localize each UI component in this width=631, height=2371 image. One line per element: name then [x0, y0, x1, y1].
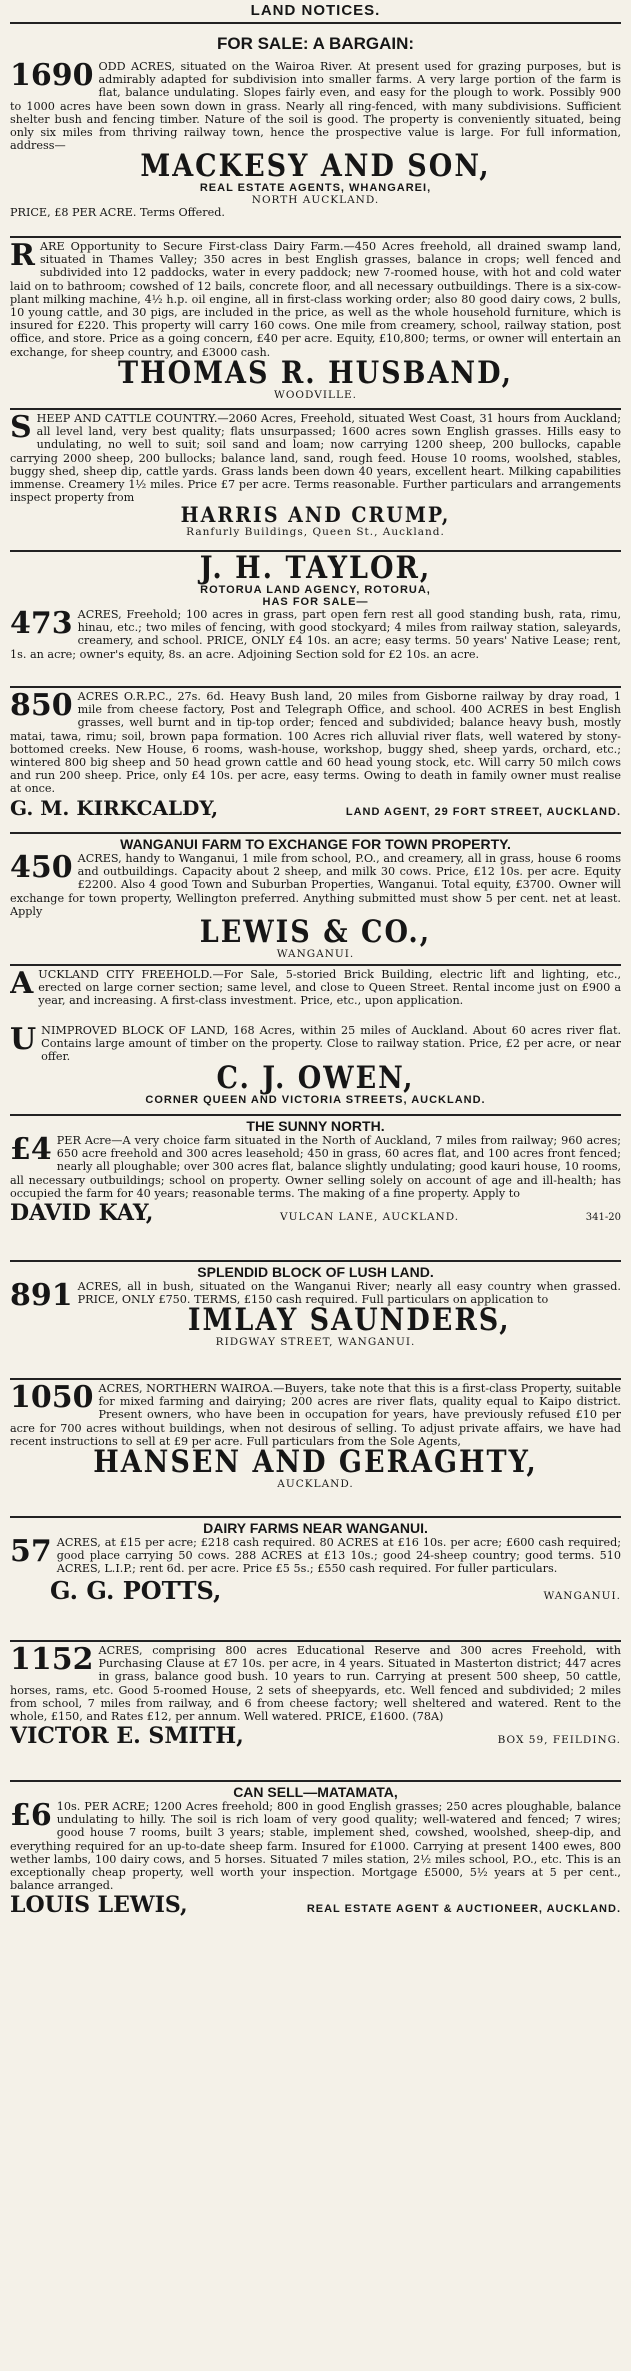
agent-name: THOMAS R. HUSBAND, — [118, 355, 513, 392]
ad-matamata — [10, 1784, 621, 1944]
agent-name: LOUIS LEWIS, — [10, 1892, 188, 1919]
ad-wairoa — [10, 26, 621, 234]
agent-address: RIDGWAY STREET, WANGANUI. — [215, 1336, 416, 1349]
agent-name: HANSEN AND GERAGHTY, — [93, 1444, 538, 1481]
agent-name: G. M. KIRKCALDY, — [10, 795, 219, 820]
ad-lead: 850 — [10, 690, 73, 723]
ad-body: AUCKLAND CITY FREEHOLD.—For Sale, 5-storied Brick Building, electric lift and lighting, etc., erected on large corner section; same level, and close to Queen Street. Rental income just on £900 a year, and increasing. A first-class investment. Price, etc., upon application. — [10, 968, 621, 1008]
agent-location: WANGANUI. — [276, 948, 355, 961]
agent-name: J. H. TAYLOR, — [199, 554, 432, 587]
ad-body: £6 10s. PER ACRE; 1200 Acres freehold; 800 in good English grasses; 250 acres ploughable, balance undulating to hilly. The soil is rich loam of very good quality; well-watered and fenced; 7 wires; good house 7 rooms, built 3 years; stable, implement shed, cowshed, woolshed, sheep-dip, and everything required for an up-to-date sheep farm. Insured for £1000. Carrying at present 1400 ewes, 800 wether lambs, 100 dairy cows, and 5 horses. Situated 7 miles station, 2½ miles school, P.O., etc. This is an exceptionally cheap property, well worth your inspection. Mortgage £5000, 5½ years at 5 per cent., balance arranged. — [10, 1798, 621, 1893]
ad-heading: WANGANUI FARM TO EXCHANGE FOR TOWN PROPERTY. — [120, 836, 511, 852]
ad-gisborne — [10, 690, 621, 830]
ad-body: 891 ACRES, all in bush, situated on the Wanganui River; nearly all easy country when grassed. PRICE, ONLY £750. TERMS, £150 cash required. Full particulars on application to — [10, 1278, 621, 1313]
ad-body: 1152 ACRES, comprising 800 acres Educational Reserve and 300 acres Freehold, with Purchasing Clause at £7 10s. per acre, in 4 years. Situated in Masterton district; 447 acres in grass, balance good bush. 10 years to run. Carrying at present 500 sheep, 50 cattle, horses, rams, etc. Good 5-roomed House, 2 sets of sheepyards, etc. Well fenced and subdivided; 2 miles from school, 7 miles from railway, and 6 from cheese factory; well sheltered and watered. Rent to the whole, £150, and Rates £12, per annum. Well watered. PRICE, £1600. (78A) — [10, 1644, 621, 1724]
ad-rotorua — [10, 554, 621, 684]
ad-body: SHEEP AND CATTLE COUNTRY.—2060 Acres, Freehold, situated West Coast, 31 hours from Auckland; all level land, very best quality; flats unsurpassed; 1600 acres sown English grasses. Hills easy to undulating, no well to suit; soil sand and loam; now carrying 1200 sheep, 200 bullocks, capable carrying 2000 sheep, 200 bullocks; balance land, sand, rough feed. House 10 rooms, woolshed, stables, buggy shed, sheep dip, cattle yards. Grass lands been down 40 years, excellent heart. Milking capabilities immense. Creamery 1½ miles. Price £7 per acre. Terms reasonable. Further particulars and arrangements inspect property from — [10, 412, 621, 505]
agent-name: VICTOR E. SMITH, — [10, 1723, 244, 1750]
ad-lead: R — [10, 240, 35, 273]
agent-row — [10, 1200, 621, 1226]
agent-row — [10, 1892, 621, 1918]
ad-sheep-cattle — [10, 412, 621, 548]
agent-name: LEWIS & CO., — [199, 914, 432, 951]
ad-lead: 1152 — [10, 1644, 94, 1677]
agent-row — [10, 1723, 621, 1749]
agent-location: WOODVILLE. — [274, 388, 357, 401]
agent-name: G. G. POTTS, — [50, 1575, 222, 1605]
agent-address: REAL ESTATE AGENT & AUCTIONEER, AUCKLAND. — [306, 1903, 621, 1916]
ad-body: 1050 ACRES, NORTHERN WAIROA.—Buyers, take note that this is a first-class Property, suitable for mixed farming and dairying; 200 acres are river flats, quality equal to Kaipo district. Present owners, who have been in occupation for years, have previously refused £10 per acre for 700 acres without buildings, when not desirous of selling. To adjust private affairs, we have had recent instructions to sell at £9 per acre. Full particulars from the Sole Agents, — [10, 1382, 621, 1448]
ad-price: PRICE, £8 PER ACRE. Terms Offered. — [10, 206, 225, 220]
agent-address: CORNER QUEEN AND VICTORIA STREETS, AUCKLAND. — [145, 1093, 486, 1106]
newspaper-page — [10, 0, 621, 1944]
ad-northern-wairoa — [10, 1382, 621, 1514]
agent-name: MACKESY AND SON, — [140, 149, 491, 185]
ad-dairy-farm — [10, 240, 621, 406]
ad-heading: SPLENDID BLOCK OF LUSH LAND. — [197, 1264, 434, 1280]
ad-lead: S — [10, 412, 32, 445]
ad-body: 473 ACRES, Freehold; 100 acres in grass, part open fern rest all good standing bush, rata, rimu, hinau, etc.; two miles of fencing, with good stockyard; 4 miles from railway station, saleyards, creamery, and school. PRICE, ONLY £4 10s. an acre; easy terms. 50 years' Native Lease; rent, 1s. an acre; owner's equity, 8s. an acre. Adjoining Section sold for £2 10s. an acre. — [10, 606, 621, 661]
ad-lead: £6 — [10, 1798, 52, 1833]
ad-lead: 891 — [10, 1278, 73, 1313]
agent-address: BOX 59, FEILDING. — [497, 1734, 621, 1747]
agent-location: AUCKLAND. — [277, 1478, 354, 1491]
agent-name: DAVID KAY, — [10, 1200, 154, 1227]
ad-lead: A — [10, 968, 34, 1001]
ad-reference: (78A) — [412, 1710, 444, 1724]
agent-address: ROTORUA LAND AGENCY, ROTORUA, — [200, 584, 431, 596]
ad-body: 850 ACRES O.R.P.C., 27s. 6d. Heavy Bush land, 20 miles from Gisborne railway by dray road, 1 mile from cheese factory, Post and Telegraph Office, and school. 400 ACRES in best English grasses, well burnt and in tip-top order; fenced and subdivided; balance heavy bush, mostly matai, tawa, rimu; soil, brown papa formation. 100 Acres rich alluvial river flats, well watered by stony-bottomed creeks. New House, 6 rooms, wash-house, workshop, buggy shed, sheep yards, orchard, etc.; wintered 800 big sheep and 50 head grown cattle and 60 head young stock, etc. Will carry 50 milch cows and run 200 sheep. Price, only £4 10s. per acre, easy terms. Owing to death in family owner must realise at once. — [10, 690, 621, 796]
ad-lush-land — [10, 1264, 621, 1376]
ad-heading: THE SUNNY NORTH. — [246, 1118, 385, 1134]
ad-lead: 57 — [10, 1534, 52, 1569]
ad-heading: DAIRY FARMS NEAR WANGANUI. — [203, 1520, 428, 1536]
ad-body: UNIMPROVED BLOCK OF LAND, 168 Acres, within 25 miles of Auckland. About 60 acres river flat. Contains large amount of timber on the property. Close to railway station. Price, £2 per acre, or near offer. — [10, 1024, 621, 1064]
ad-wanganui-exchange — [10, 836, 621, 962]
agent-row — [10, 796, 621, 820]
ad-heading: HAS FOR SALE— — [262, 596, 369, 608]
agent-row — [10, 1576, 621, 1605]
ad-lead: U — [10, 1024, 37, 1057]
agent-address: LAND AGENT, 29 FORT STREET, AUCKLAND. — [345, 805, 621, 818]
ad-dairy-wanganui — [10, 1520, 621, 1638]
agent-name: HARRIS AND CRUMP, — [180, 502, 451, 529]
ad-reference: 341-20 — [585, 1212, 621, 1224]
ad-body: £4 PER Acre—A very choice farm situated in the North of Auckland, 7 miles from railway; 960 acres; 650 acre freehold and 300 acres leasehold; 450 in grass, 60 acres flat, and 100 acres front fenced; nearly all ploughable; over 300 acres flat, balance slightly undulating; good kauri house, 10 rooms, all necessary outbuildings; school on property. Owner selling solely on account of age and ill-health; has occupied the farm for 40 years; reasonable terms. The making of a fine property. Apply to — [10, 1132, 621, 1200]
ad-body: RARE Opportunity to Secure First-class Dairy Farm.—450 Acres freehold, all drained swamp land, situated in Thames Valley; 350 acres in best English grasses, balance in crops; well fenced and subdivided into 12 paddocks, water in every paddock; new 7-roomed house, with hot and cold water laid on to bathroom; cowshed of 12 bails, concrete floor, and all necessary outbuildings. There is a six-cow-plant milking machine, 4½ h.p. oil engine, all in first-class working order; also 80 good dairy cows, 2 bulls, 10 young cattle, and 30 pigs, are included in the price, as well as the whole household furniture, which is insured for £220. This property will carry 160 cows. One mile from creamery, school, railway station, post office, and store. Price as a going concern, £40 per acre. Equity, £10,800; terms, or owner will entertain an exchange, for sheep country, and £3000 cash. — [10, 240, 621, 359]
ad-auckland-freehold — [10, 968, 621, 1024]
ad-masterton — [10, 1644, 621, 1778]
ad-unimproved-block — [10, 1024, 621, 1112]
ad-lead: 1050 — [10, 1382, 94, 1415]
agent-name: IMLAY SAUNDERS, — [187, 1303, 511, 1339]
masthead-rule — [10, 22, 621, 24]
agent-location: WANGANUI. — [543, 1589, 621, 1602]
agent-address: REAL ESTATE AGENTS, WHANGAREI, — [199, 182, 432, 195]
ad-lead: £4 — [10, 1132, 52, 1167]
section-masthead: LAND NOTICES. — [250, 2, 381, 19]
ad-lead: 473 — [10, 606, 73, 641]
agent-name: C. J. OWEN, — [216, 1060, 415, 1096]
ad-sunny-north — [10, 1118, 621, 1258]
ad-body: 1690 ODD ACRES, situated on the Wairoa River. At present used for grazing purposes, but is admirably adapted for subdivision into smaller farms. A very large portion of the farm is flat, balance undulating. Slopes fairly even, and easy for the plough to work. Possibly 900 to 1000 acres have been sown down in grass. Nearly all ring-fenced, with many subdivisions. Sufficient shelter bush and fencing timber. Nature of the soil is good. The property is conveniently situated, being only six miles from thriving railway town, hence the prospective value is large. For full information, address— — [10, 58, 621, 153]
ad-lead: 450 — [10, 850, 73, 885]
ad-heading: FOR SALE: A BARGAIN: — [216, 34, 415, 53]
ad-body: 450 ACRES, handy to Wanganui, 1 mile from school, P.O., and creamery, all in grass, house 6 rooms and outbuildings. Capacity about 2 sheep, and milk 30 cows. Price, £12 10s. per acre. Equity £2200. Also 4 good Town and Suburban Properties, Wanganui. Total equity, £3700. Owner will exchange for town property, Wellington preferred. Anything submitted must show 5 per cent. net at least. Apply — [10, 850, 621, 918]
ad-lead: 1690 — [10, 58, 94, 93]
agent-address: Ranfurly Buildings, Queen St., Auckland. — [186, 526, 445, 539]
agent-location: NORTH AUCKLAND. — [251, 194, 380, 207]
agent-address: VULCAN LANE, AUCKLAND. — [280, 1211, 460, 1224]
ad-heading: CAN SELL—MATAMATA, — [233, 1784, 398, 1800]
ad-body: 57 ACRES, at £15 per acre; £218 cash required. 80 ACRES at £16 10s. per acre; £600 cash required; good place carrying 50 cows. 288 ACRES at £13 10s.; good 24-sheep country; good terms. 510 ACRES, L.I.P.; rent 6d. per acre. Price £5 5s.; £550 cash required. For fuller particulars. — [10, 1534, 621, 1576]
